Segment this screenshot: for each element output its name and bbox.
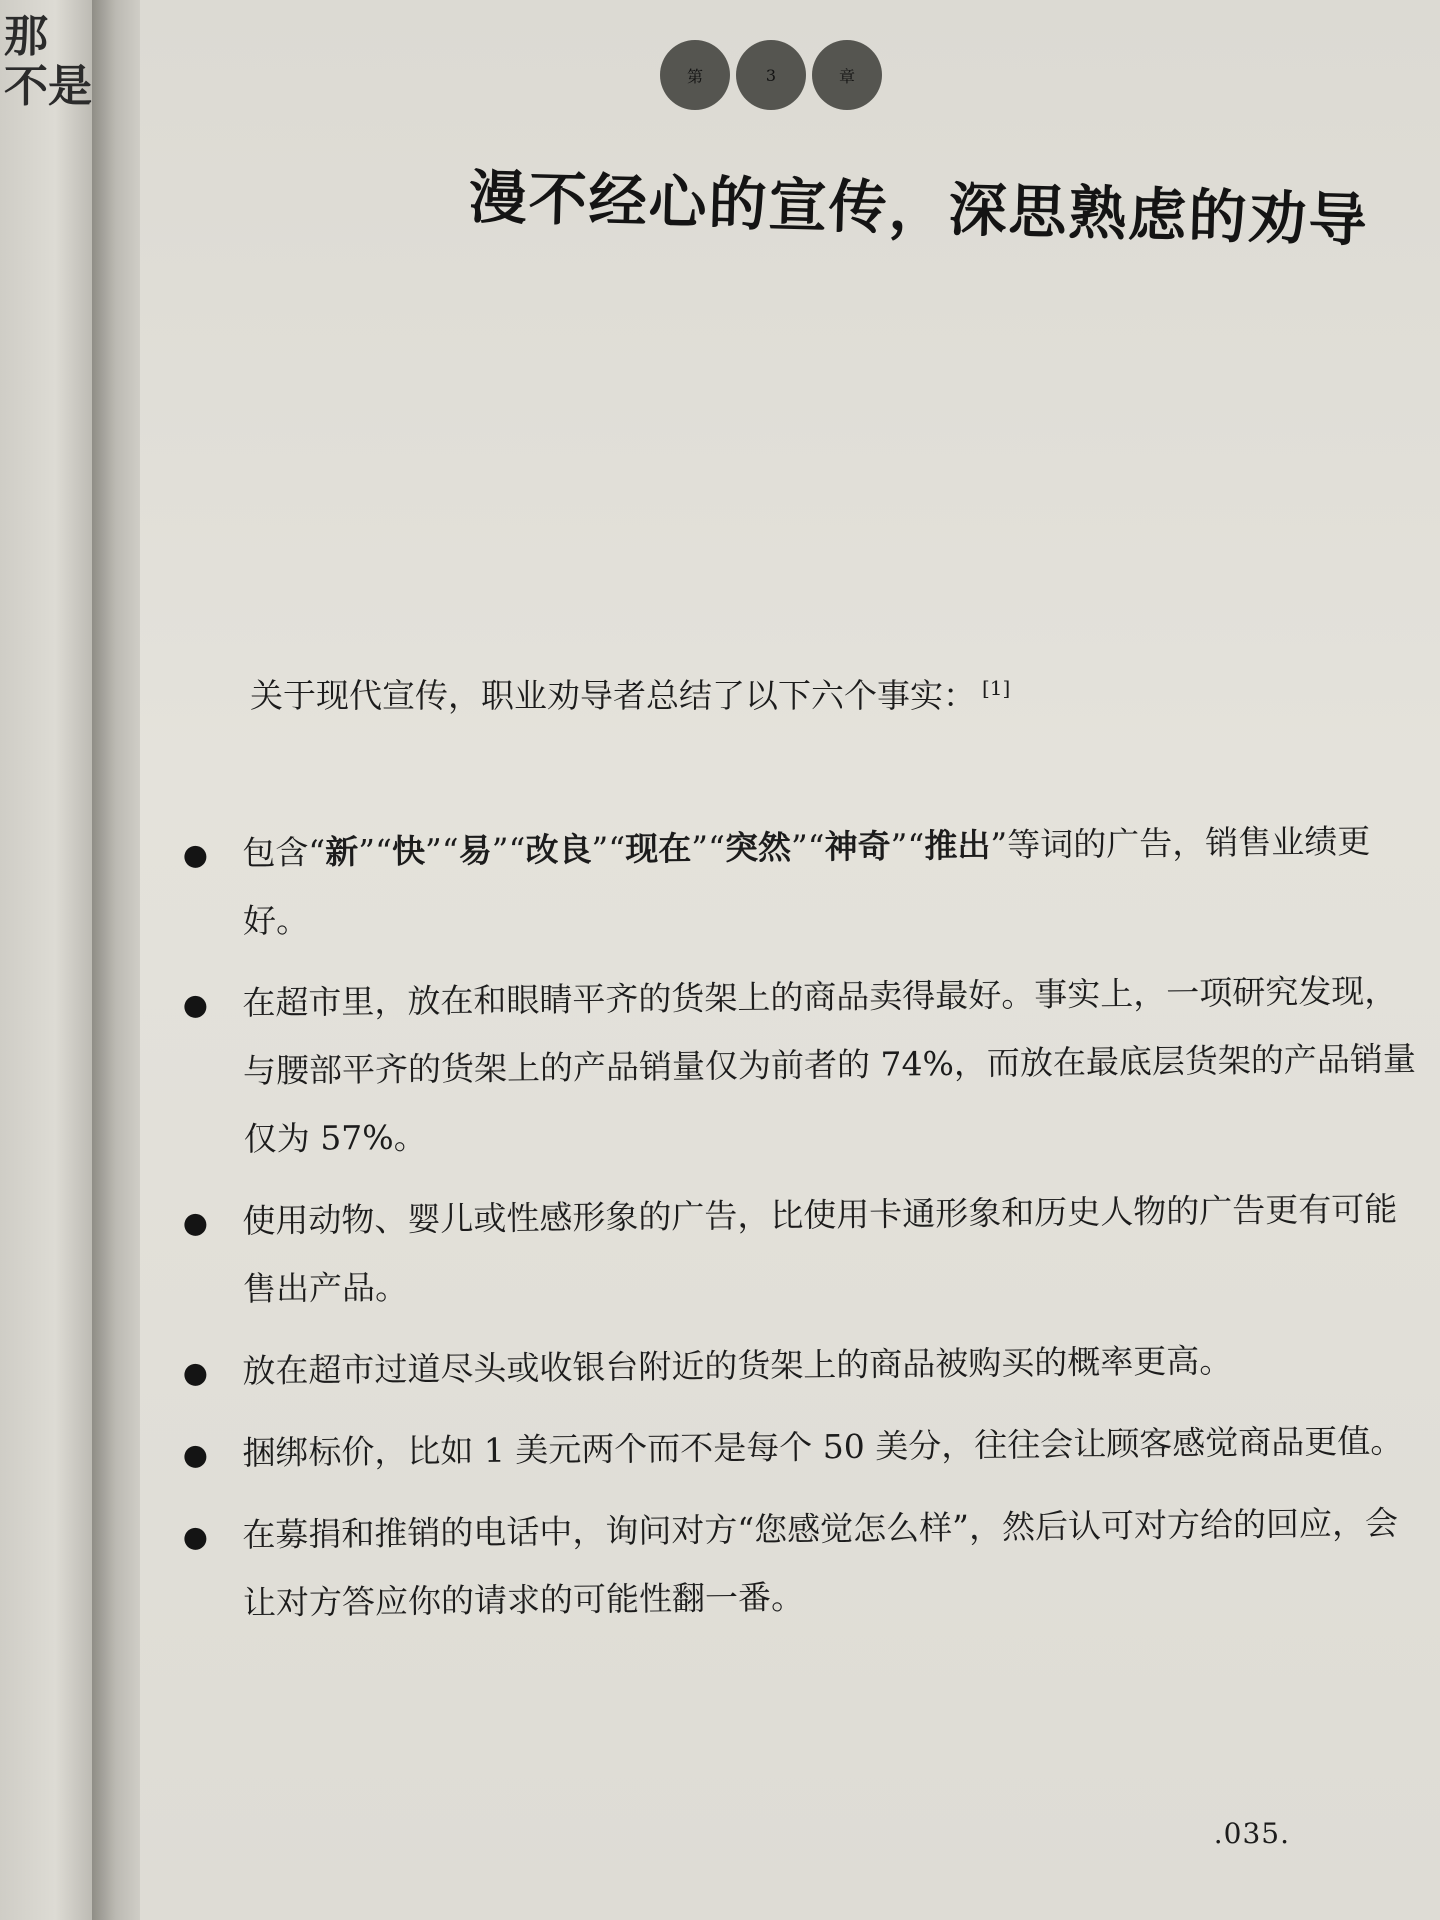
- footnote-marker: [1]: [982, 676, 1011, 700]
- page-number: .035.: [1213, 1817, 1290, 1850]
- bullet-icon: [184, 996, 206, 1018]
- fact-text: 包含“: [242, 832, 326, 873]
- fact-item: [180, 1175, 1423, 1324]
- bullet-icon: [184, 1364, 206, 1386]
- fact-text: ”“: [424, 831, 459, 871]
- fact-item: [180, 957, 1424, 1174]
- chapter-prefix: 第: [660, 40, 730, 110]
- fact-text: ”“: [790, 827, 825, 867]
- fact-text: ”等词的广告，销售业绩更好。: [242, 821, 1371, 941]
- fact-text: 在募捐和推销的电话中，询问对方“您感觉怎么样”，然后认可对方给的回应，会让对方答应你的请求的可能性翻一番。: [242, 1503, 1399, 1623]
- fact-text: 放在超市过道尽头或收银台附近的货架上的商品被购买的概率更高。: [242, 1340, 1233, 1391]
- fact-text: 使用动物、婴儿或性感形象的广告，比使用卡通形象和历史人物的广告更有可能售出产品。: [242, 1189, 1398, 1309]
- keyword: 改良: [525, 829, 592, 870]
- keyword: 神奇: [824, 826, 891, 867]
- fact-item: [180, 1407, 1423, 1488]
- intro-text: 关于现代宣传，职业劝导者总结了以下六个事实：: [250, 676, 976, 715]
- keyword: 易: [458, 830, 492, 871]
- fact-text: 在超市里，放在和眼睛平齐的货架上的商品卖得最好。事实上，一项研究发现，与腰部平齐的货架上的产品销量仅为前者的 74%，而放在最底层货架的产品销量仅为 57%。: [242, 971, 1417, 1159]
- left-page-char-1: 那: [4, 11, 48, 62]
- fact-text: ”“: [591, 829, 626, 869]
- left-page-char-2: 不是: [4, 61, 92, 112]
- keyword: 现在: [624, 828, 692, 869]
- fact-text: ”“: [890, 826, 925, 866]
- intro-paragraph: [250, 670, 1010, 717]
- chapter-number: 3: [736, 40, 806, 110]
- chapter-badge: [660, 40, 882, 110]
- chapter-title: 漫不经心的宣传，深思熟虑的劝导: [467, 162, 1370, 255]
- fact-text: 捆绑标价，比如 1 美元两个而不是每个 50 美分，往往会让顾客感觉商品更值。: [242, 1421, 1404, 1473]
- keyword: 快: [391, 831, 426, 871]
- keyword: 突然: [724, 827, 792, 868]
- book-page: [140, 0, 1440, 1920]
- fact-text: ”“: [690, 828, 726, 868]
- bullet-icon: [184, 1528, 206, 1550]
- keyword: 推出: [924, 825, 991, 866]
- bullet-icon: [184, 1446, 206, 1468]
- keyword: 新: [325, 832, 359, 872]
- fact-item: [180, 1325, 1423, 1406]
- fact-item: [180, 807, 1423, 956]
- fact-text: ”“: [358, 831, 393, 872]
- bullet-icon: [184, 846, 206, 868]
- bullet-icon: [184, 1214, 206, 1236]
- chapter-suffix: 章: [812, 40, 882, 110]
- fact-item: [180, 1489, 1423, 1638]
- fact-text: ”“: [491, 830, 526, 870]
- facts-list: [180, 820, 1440, 1652]
- left-page-edge: [0, 0, 92, 1920]
